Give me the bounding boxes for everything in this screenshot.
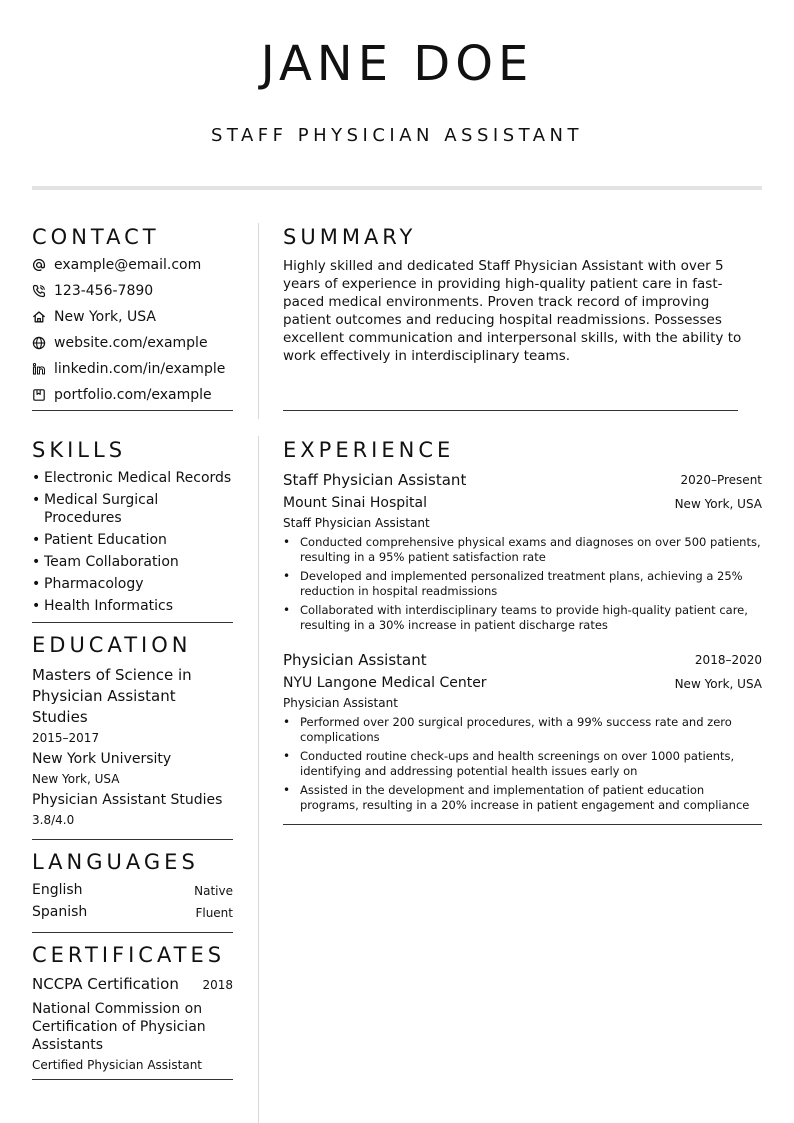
education-dates: 2015–2017 — [32, 731, 100, 745]
bullet-dot: • — [283, 783, 291, 797]
language-level: Fluent — [195, 906, 233, 920]
job-bullet — [283, 749, 762, 779]
contact-phone-text: 123-456-7890 — [54, 283, 154, 299]
contact-linkedin-text: linkedin.com/in/example — [54, 361, 226, 377]
job-bullet — [283, 715, 762, 745]
linkedin-icon — [32, 362, 46, 376]
job-title: Staff Physician Assistant — [283, 471, 467, 489]
column-divider-bottom — [258, 436, 259, 1123]
skill-item — [32, 491, 233, 527]
skill-text: Patient Education — [44, 532, 167, 548]
contact-email[interactable] — [32, 255, 201, 275]
home-icon — [32, 310, 46, 324]
education-divider — [32, 839, 233, 840]
education-location: New York, USA — [32, 772, 120, 786]
column-divider-top — [258, 223, 259, 419]
bullet-dot: • — [283, 603, 291, 617]
job-bullet-text: Performed over 200 surgical procedures, with a 99% success rate and zero complications — [300, 715, 732, 744]
job-company: NYU Langone Medical Center — [283, 675, 487, 691]
contact-phone[interactable] — [32, 281, 153, 301]
job-role-title: STAFF PHYSICIAN ASSISTANT — [210, 125, 584, 146]
bullet-dot: • — [32, 532, 41, 548]
left-column — [32, 0, 233, 1123]
education-degree: Masters of Science in Physician Assistant Studies — [32, 666, 192, 726]
candidate-name: JANE DOE — [260, 36, 534, 92]
certificate-issuer: National Commission on Certification of Physician Assistants — [32, 1001, 206, 1053]
right-column — [283, 0, 762, 1123]
skill-text: Pharmacology — [44, 576, 144, 592]
job-bullet-text: Developed and implemented personalized treatment plans, achieving a 25% reduction in hospital readmissions — [300, 569, 743, 598]
contact-linkedin[interactable] — [32, 359, 225, 379]
job-dates: 2018–2020 — [694, 653, 762, 667]
contact-portfolio-text: portfolio.com/example — [54, 387, 212, 403]
skill-item — [32, 531, 233, 549]
languages-divider — [32, 932, 233, 933]
job-bullet-text: Conducted comprehensive physical exams and diagnoses on over 500 patients, resulting in a 95% patient satisfaction rate — [300, 535, 761, 564]
certificate-name: NCCPA Certification — [32, 975, 179, 993]
contact-divider — [32, 410, 233, 411]
job-bullet-text: Collaborated with interdisciplinary teams to provide high-quality patient care, resulting in a 30% increase in patient discharge rates — [300, 603, 748, 632]
globe-icon — [32, 336, 46, 350]
summary-text: Highly skilled and dedicated Staff Physician Assistant with over 5 years of experience in providing high-quality patient care in fast-paced medical environments. Proven track record of improving patient outcomes and reducing hospital readmissions. Possesses excellent communication and interpersonal skills, with the ability to work effectively in interdisciplinary teams. — [283, 258, 742, 364]
skill-item — [32, 469, 233, 487]
contact-location — [32, 307, 156, 327]
certificate-year: 2018 — [202, 978, 233, 992]
education-field: Physician Assistant Studies — [32, 792, 223, 808]
certificate-subtitle: Certified Physician Assistant — [32, 1058, 203, 1072]
job-bullet-text: Conducted routine check-ups and health screenings on over 1000 patients, identifying and addressing potential health issues early on — [300, 749, 735, 778]
job-subtitle: Physician Assistant — [283, 696, 398, 710]
language-name: English — [32, 882, 83, 898]
skill-item — [32, 597, 233, 615]
job-bullet-text: Assisted in the development and implementation of patient education programs, resulting in a 20% increase in patient engagement and compliance — [300, 783, 750, 812]
certificates-heading: CERTIFICATES — [32, 943, 226, 967]
phone-icon — [32, 284, 46, 298]
job-bullet — [283, 603, 762, 633]
skills-heading: SKILLS — [32, 438, 127, 462]
experience-divider — [283, 824, 762, 825]
skill-text: Health Informatics — [44, 598, 174, 614]
job-bullet — [283, 783, 762, 813]
job-dates: 2020–Present — [680, 473, 762, 487]
bullet-dot: • — [32, 470, 41, 486]
contact-website-text: website.com/example — [54, 335, 208, 351]
bullet-dot: • — [32, 492, 41, 508]
contact-heading: CONTACT — [32, 225, 160, 249]
skill-text: Electronic Medical Records — [44, 470, 232, 486]
skill-text: Team Collaboration — [44, 554, 179, 570]
contact-portfolio[interactable] — [32, 385, 212, 405]
education-gpa: 3.8/4.0 — [32, 813, 75, 827]
job-bullet — [283, 535, 762, 565]
language-name: Spanish — [32, 904, 88, 920]
job-title: Physician Assistant — [283, 651, 427, 669]
bullet-dot: • — [283, 749, 291, 763]
bullet-dot: • — [32, 598, 41, 614]
job-location: New York, USA — [674, 677, 762, 691]
summary-divider — [283, 410, 738, 411]
at-icon — [32, 258, 46, 272]
bullet-dot: • — [32, 554, 41, 570]
contact-location-text: New York, USA — [54, 309, 156, 325]
job-subtitle: Staff Physician Assistant — [283, 516, 430, 530]
skill-item — [32, 553, 233, 571]
bullet-dot: • — [283, 715, 291, 729]
bullet-dot: • — [32, 576, 41, 592]
portfolio-icon — [32, 388, 46, 402]
skill-item — [32, 575, 233, 593]
bullet-dot: • — [283, 569, 291, 583]
languages-heading: LANGUAGES — [32, 850, 199, 874]
contact-email-text: example@email.com — [54, 257, 202, 273]
summary-heading: SUMMARY — [283, 225, 417, 249]
skills-divider — [32, 622, 233, 623]
contact-website[interactable] — [32, 333, 208, 353]
education-heading: EDUCATION — [32, 633, 192, 657]
job-company: Mount Sinai Hospital — [283, 495, 428, 511]
language-level: Native — [194, 884, 233, 898]
bullet-dot: • — [283, 535, 291, 549]
experience-heading: EXPERIENCE — [283, 438, 455, 462]
skill-text: Medical Surgical Procedures — [44, 492, 159, 526]
education-school: New York University — [32, 751, 172, 767]
job-location: New York, USA — [674, 497, 762, 511]
certificates-divider — [32, 1079, 233, 1080]
job-bullet — [283, 569, 762, 599]
